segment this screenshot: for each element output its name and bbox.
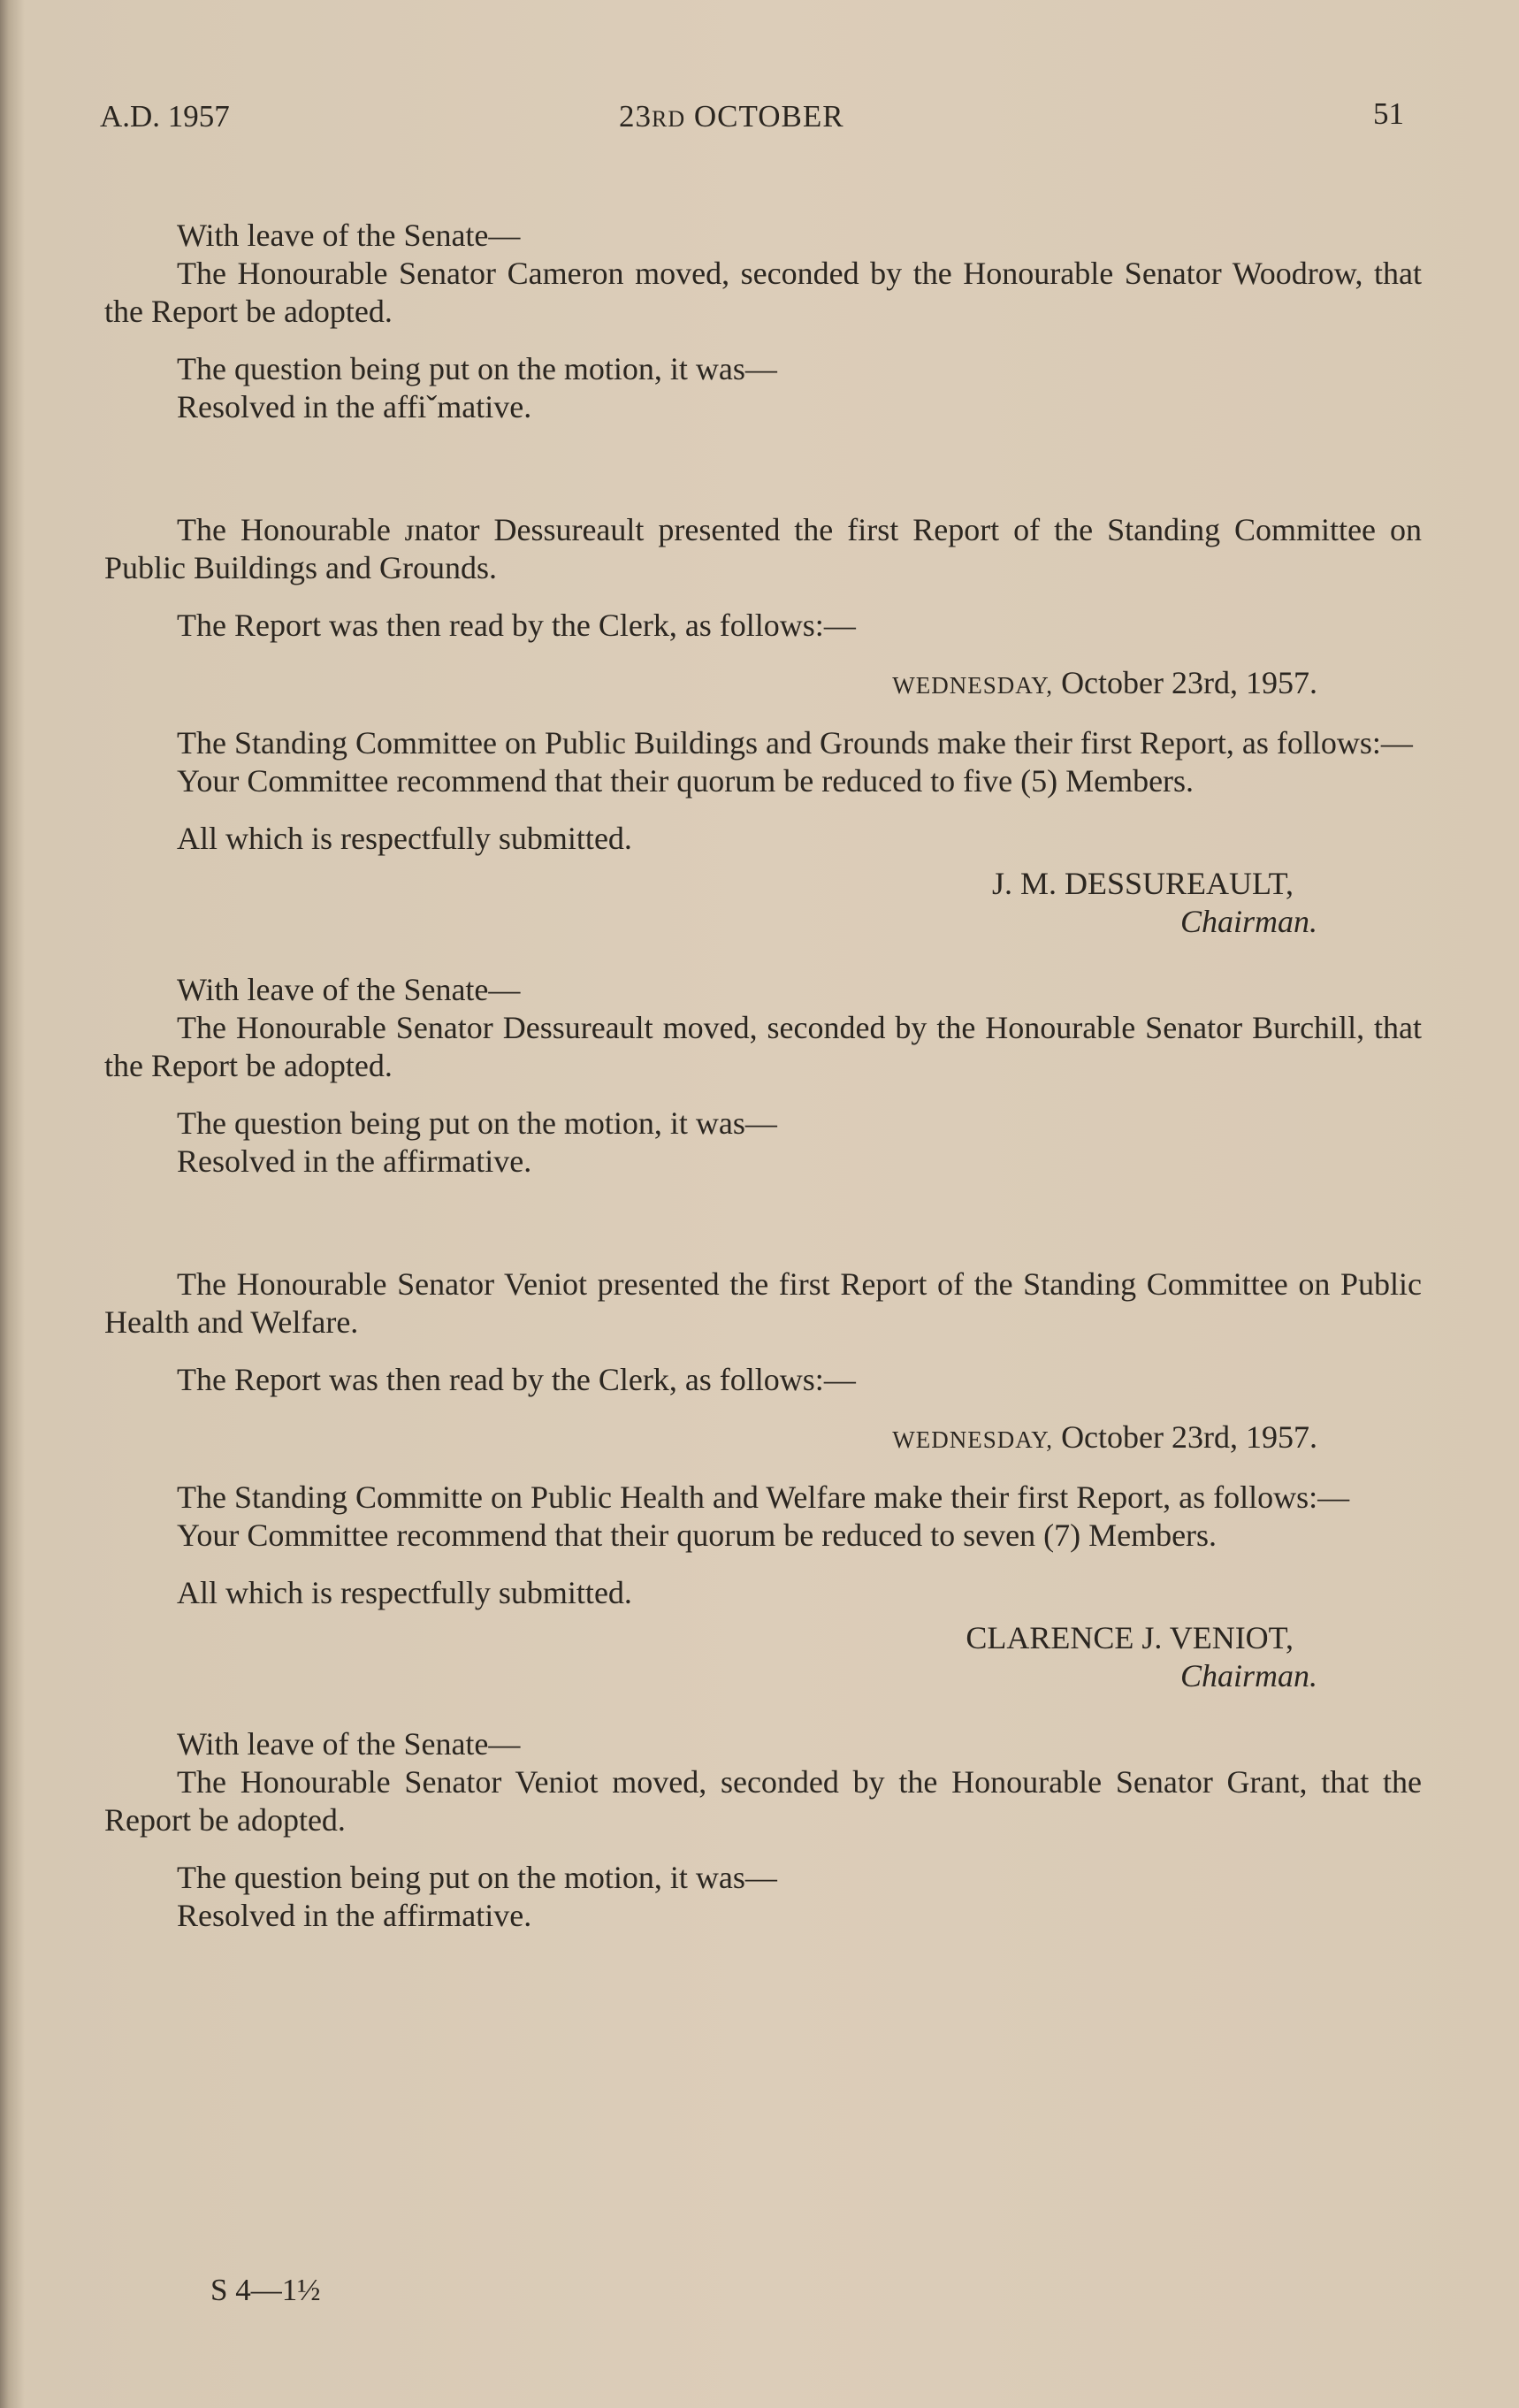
question-line: The question being put on the motion, it was—: [177, 1860, 777, 1895]
report-date-day: WEDNESDAY,: [892, 1426, 1054, 1453]
page-number: 51: [1373, 96, 1404, 131]
report-date-rest: October 23rd, 1957.: [1053, 1419, 1317, 1455]
signer-name: J. M. DESSUREAULT,: [991, 866, 1294, 901]
header-day: 23: [619, 99, 652, 134]
leave-line: With leave of the Senate—: [177, 218, 521, 253]
header-date: [619, 99, 844, 134]
report-date-rest: October 23rd, 1957.: [1053, 665, 1317, 700]
motion-paragraph: The Honourable Senator Veniot moved, seconded by the Honourable Senator Grant, that the Report be adopted.: [104, 1764, 1422, 1838]
presented-paragraph: The Honourable Senator Veniot presented the first Report of the Standing Committee on Public Health and Welfare.: [104, 1266, 1422, 1340]
leave-line: With leave of the Senate—: [177, 1726, 521, 1762]
header-day-suffix: RD: [652, 106, 686, 132]
header-year: A.D. 1957: [100, 99, 230, 134]
submitted-line: All which is respectfully submitted.: [177, 821, 632, 856]
signer-title: Chairman.: [1179, 1658, 1317, 1693]
resolved-line: Resolved in the affiˇmative.: [177, 389, 532, 424]
report-paragraph: The Standing Committe on Public Health and Welfare make their first Report, as follows:—: [177, 1479, 1350, 1515]
resolved-line: Resolved in the affirmative.: [177, 1898, 532, 1933]
report-date-day: WEDNESDAY,: [892, 672, 1054, 699]
read-line: The Report was then read by the Clerk, as follows:—: [177, 1362, 856, 1397]
question-line: The question being put on the motion, it was—: [177, 1105, 777, 1141]
printer-signature: S 4—1½: [210, 2273, 321, 2307]
recommend-paragraph: Your Committee recommend that their quorum be reduced to five (5) Members.: [177, 763, 1195, 799]
motion-paragraph: The Honourable Senator Dessureault moved, seconded by the Honourable Senator Burchill, that the Report be adopted.: [104, 1010, 1422, 1083]
signer-title: Chairman.: [1179, 904, 1317, 939]
report-date: [104, 664, 1422, 705]
read-line: The Report was then read by the Clerk, as follows:—: [177, 608, 856, 643]
page-body: [104, 217, 1422, 1935]
leave-line: With leave of the Senate—: [177, 972, 521, 1007]
report-date: [104, 1418, 1422, 1459]
question-line: The question being put on the motion, it was—: [177, 351, 777, 386]
recommend-paragraph: Your Committee recommend that their quorum be reduced to seven (7) Members.: [177, 1517, 1217, 1553]
resolved-line: Resolved in the affirmative.: [177, 1143, 532, 1179]
motion-paragraph: The Honourable Senator Cameron moved, seconded by the Honourable Senator Woodrow, that the Report be adopted.: [104, 256, 1422, 329]
presented-paragraph: The Honourable ᴊnator Dessureault presented the first Report of the Standing Committee on Public Buildings and Grounds.: [104, 512, 1422, 585]
submitted-line: All which is respectfully submitted.: [177, 1575, 632, 1610]
header-month: OCTOBER: [693, 99, 844, 134]
report-paragraph: The Standing Committee on Public Buildings and Grounds make their first Report, as follows:—: [177, 725, 1413, 761]
signer-name: CLARENCE J. VENIOT,: [966, 1620, 1294, 1655]
